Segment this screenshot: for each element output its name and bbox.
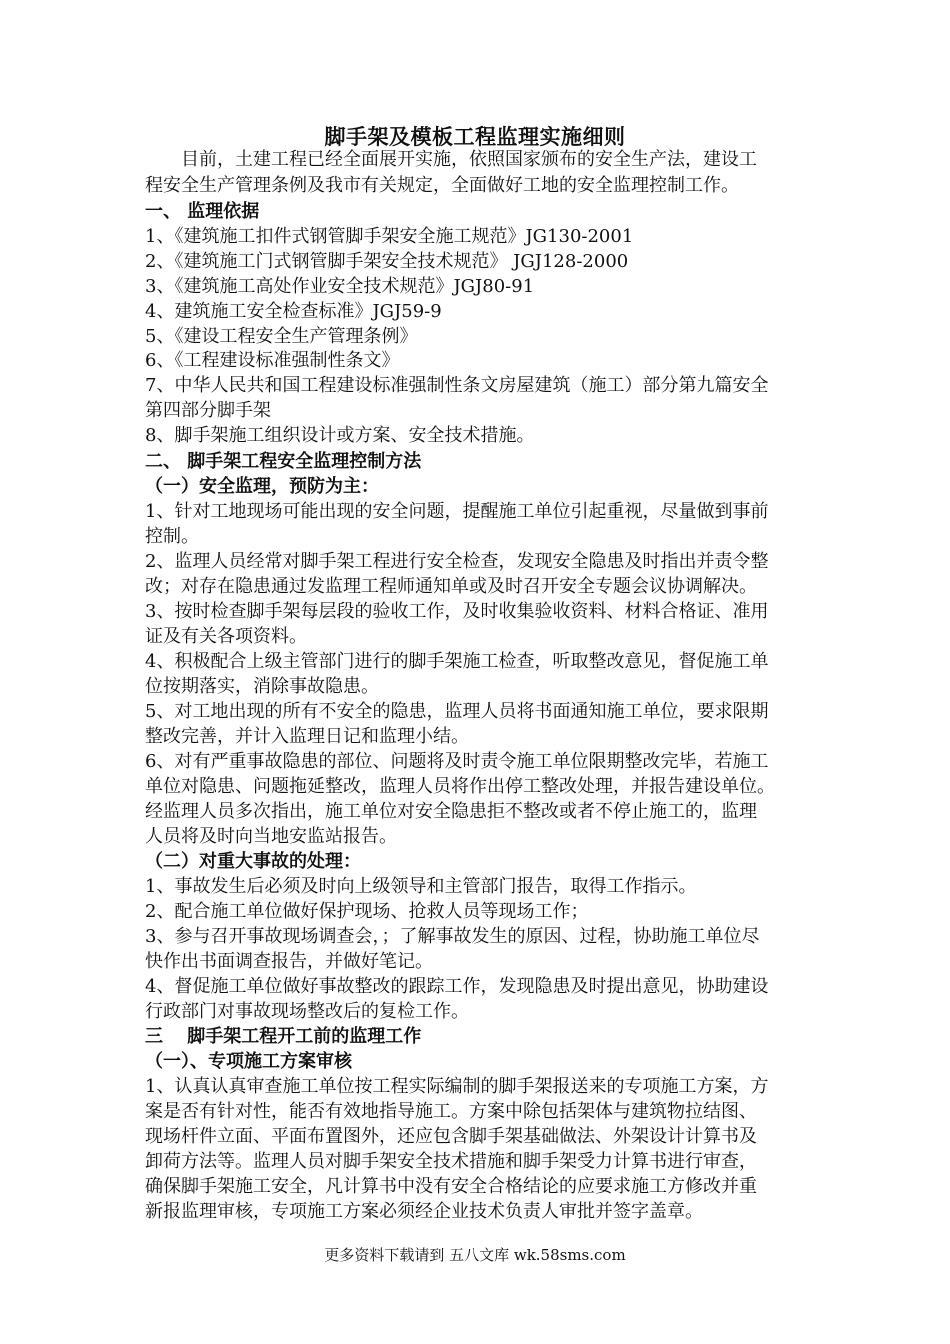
intro-line: 目前，土建工程已经全面展开实施，依照国家颁布的安全生产法，建设工 [181,149,757,170]
intro-line: 程安全生产管理条例及我市有关规定，全面做好工地的安全监理控制工作。 [145,175,739,196]
section-heading: 一、 监理依据 [145,201,260,222]
paragraph-line: 2、配合施工单位做好保护现场、抢救人员等现场工作； [145,901,589,922]
paragraph-line: 1、认真认真审查施工单位按工程实际编制的脚手架报送来的专项施工方案，方 [145,1076,769,1097]
basis-item: 第四部分脚手架 [145,400,271,421]
subsection-heading: （一）、专项施工方案审核 [145,1051,352,1072]
paragraph-line: 单位对隐患、问题拖延整改，监理人员将作出停工整改处理，并报告建设单位。 [145,776,775,797]
paragraph-line: 整改完善，并计入监理日记和监理小结。 [145,726,469,747]
paragraph-line: 改；对存在隐患通过发监理工程师通知单或及时召开安全专题会议协调解决。 [145,576,757,597]
paragraph-line: 3、参与召开事故现场调查会，；了解事故发生的原因、过程，协助施工单位尽 [145,926,760,947]
paragraph-line: 卸荷方法等。监理人员对脚手架安全技术措施和脚手架受力计算书进行审查， [145,1151,757,1172]
basis-item: 8、脚手架施工组织设计或方案、安全技术措施。 [145,425,535,446]
paragraph-line: 6、对有严重事故隐患的部位、问题将及时责令施工单位限期整改完毕，若施工 [145,751,769,772]
subsection-heading: （一）安全监理，预防为主： [145,476,379,497]
document-title: 脚手架及模板工程监理实施细则 [324,124,626,149]
paragraph-line: 人员将及时向当地安监站报告。 [145,826,397,847]
basis-item: 7、中华人民共和国工程建设标准强制性条文房屋建筑（施工）部分第九篇安全 [145,375,769,396]
paragraph-line: 证及有关各项资料。 [145,626,307,647]
basis-item: 3、《建筑施工高处作业安全技术规范》JGJ80-91 [145,276,535,297]
paragraph-line: 现场杆件立面、平面布置图外，还应包含脚手架基础做法、外架设计计算书及 [145,1126,757,1147]
paragraph-line: 行政部门对事故现场整改后的复检工作。 [145,1001,469,1022]
paragraph-line: 经监理人员多次指出，施工单位对安全隐患拒不整改或者不停止施工的，监理 [145,801,757,822]
paragraph-line: 新报监理审核，专项施工方案必须经企业技术负责人审批并签字盖章。 [145,1201,703,1222]
section-heading: 三 脚手架工程开工前的监理工作 [145,1026,422,1047]
basis-item: 1、《建筑施工扣件式钢管脚手架安全施工规范》JG130-2001 [145,226,634,247]
basis-item: 6、《工程建设标准强制性条文》 [145,350,400,371]
paragraph-line: 确保脚手架施工安全，凡计算书中没有安全合格结论的应要求施工方修改并重 [145,1176,757,1197]
paragraph-line: 4、督促施工单位做好事故整改的跟踪工作，发现隐患及时提出意见，协助建设 [145,976,769,997]
basis-item: 4、建筑施工安全检查标准》JGJ59-9 [145,301,442,322]
paragraph-line: 1、针对工地现场可能出现的安全问题，提醒施工单位引起重视，尽量做到事前 [145,501,769,522]
paragraph-line: 快作出书面调查报告，并做好笔记。 [145,951,433,972]
paragraph-line: 2、监理人员经常对脚手架工程进行安全检查，发现安全隐患及时指出并责令整 [145,551,769,572]
paragraph-line: 3、按时检查脚手架每层段的验收工作，及时收集验收资料、材料合格证、准用 [145,601,769,622]
basis-item: 5、《建设工程安全生产管理条例》 [145,326,418,347]
paragraph-line: 案是否有针对性，能否有效地指导施工。方案中除包括架体与建筑物拉结图、 [145,1101,757,1122]
subsection-heading: （二）对重大事故的处理： [145,851,361,872]
paragraph-line: 位按期落实，消除事故隐患。 [145,676,379,697]
basis-item: 2、《建筑施工门式钢管脚手架安全技术规范》 JGJ128-2000 [145,251,629,272]
paragraph-line: 4、积极配合上级主管部门进行的脚手架施工检查，听取整改意见，督促施工单 [145,651,769,672]
section-heading: 二、 脚手架工程安全监理控制方法 [145,451,422,472]
paragraph-line: 5、对工地出现的所有不安全的隐患，监理人员将书面通知施工单位，要求限期 [145,701,769,722]
paragraph-line: 1、事故发生后必须及时向上级领导和主管部门报告，取得工作指示。 [145,876,697,897]
page-footer: 更多资料下载请到 五八文库 wk.58sms.com [324,1246,626,1264]
paragraph-line: 控制。 [145,526,199,547]
